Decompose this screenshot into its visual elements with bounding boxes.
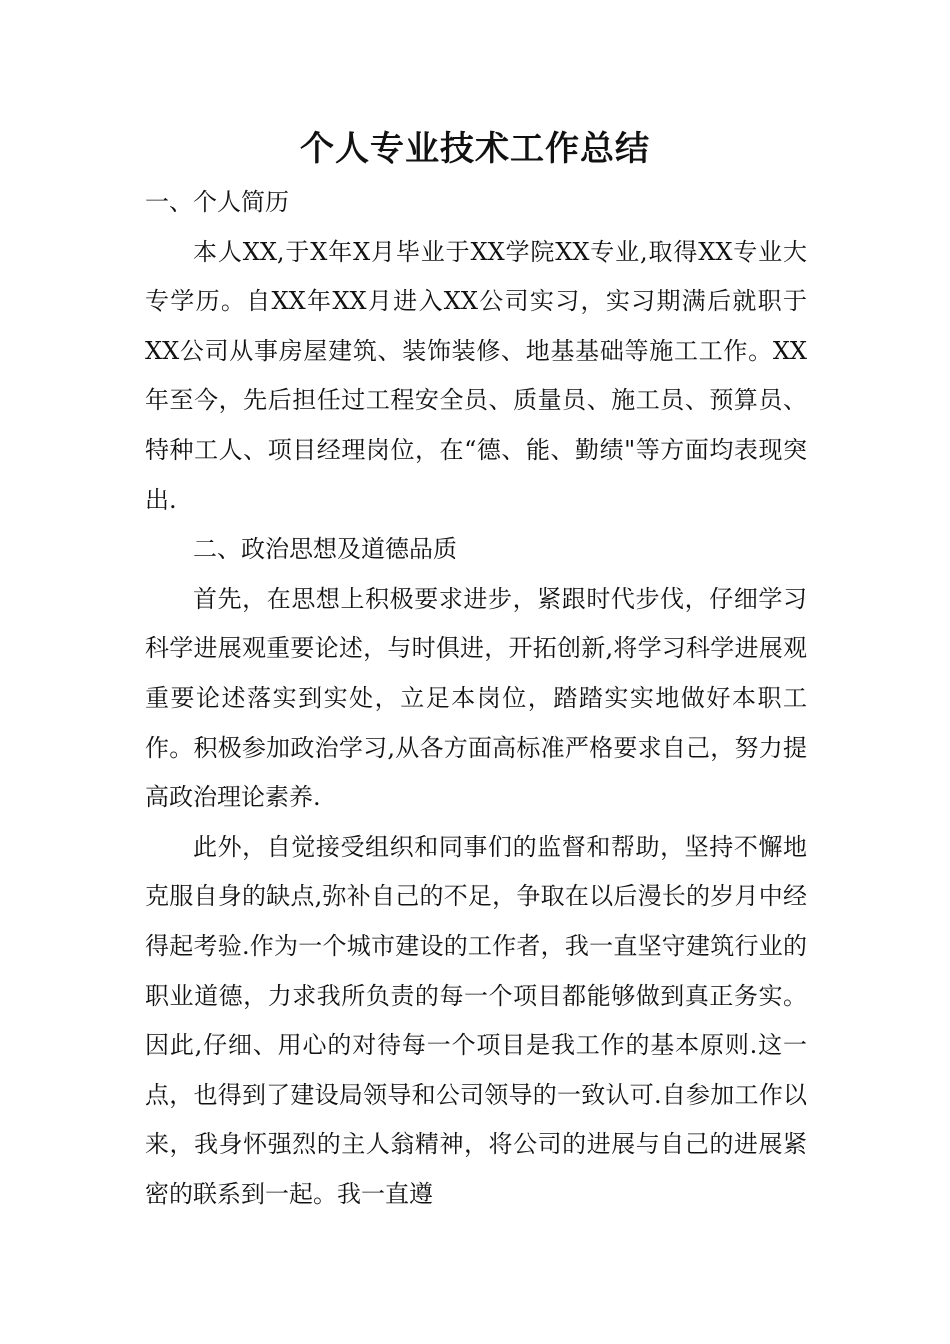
paragraph-political-2: 此外，自觉接受组织和同事们的监督和帮助，坚持不懈地克服自身的缺点,弥补自己的不足，争取在以后漫长的岁月中经得起考验.作为一个城市建设的工作者，我一直坚守建筑行业的职业道德，力求我所负责的每一个项目都能够做到真正务实。因此,仔细、用心的对待每一个项目是我工作的基本原则.这一点，也得到了建设局领导和公司领导的一致认可.自参加工作以来，我身怀强烈的主人翁精神，将公司的进展与自己的进展紧密的联系到一起。我一直遵 — [145, 832, 807, 1208]
paragraph-political-1: 首先，在思想上积极要求进步，紧跟时代步伐，仔细学习科学进展观重要论述，与时俱进，开拓创新,将学习科学进展观重要论述落实到实处，立足本岗位，踏踏实实地做好本职工作。积极参加政治学习,从各方面高标准严格要求自己，努力提高政治理论素养. — [145, 584, 807, 812]
paragraph-resume: 本人XX,于X年X月毕业于XX学院XX专业,取得XX专业大专学历。自XX年XX月进入XX公司实习，实习期满后就职于XX公司从事房屋建筑、装饰装修、地基基础等施工工作。XX年至今，先后担任过工程安全员、质量员、施工员、预算员、特种工人、项目经理岗位，在“德、能、勤绩"等方面均表现突出. — [145, 237, 807, 514]
document-body — [145, 178, 807, 1219]
document-title: 个人专业技术工作总结 — [300, 129, 650, 169]
section-heading-political-moral: 二、政治思想及道德品质 — [193, 535, 457, 564]
section-heading-resume: 一、个人简历 — [145, 188, 289, 216]
